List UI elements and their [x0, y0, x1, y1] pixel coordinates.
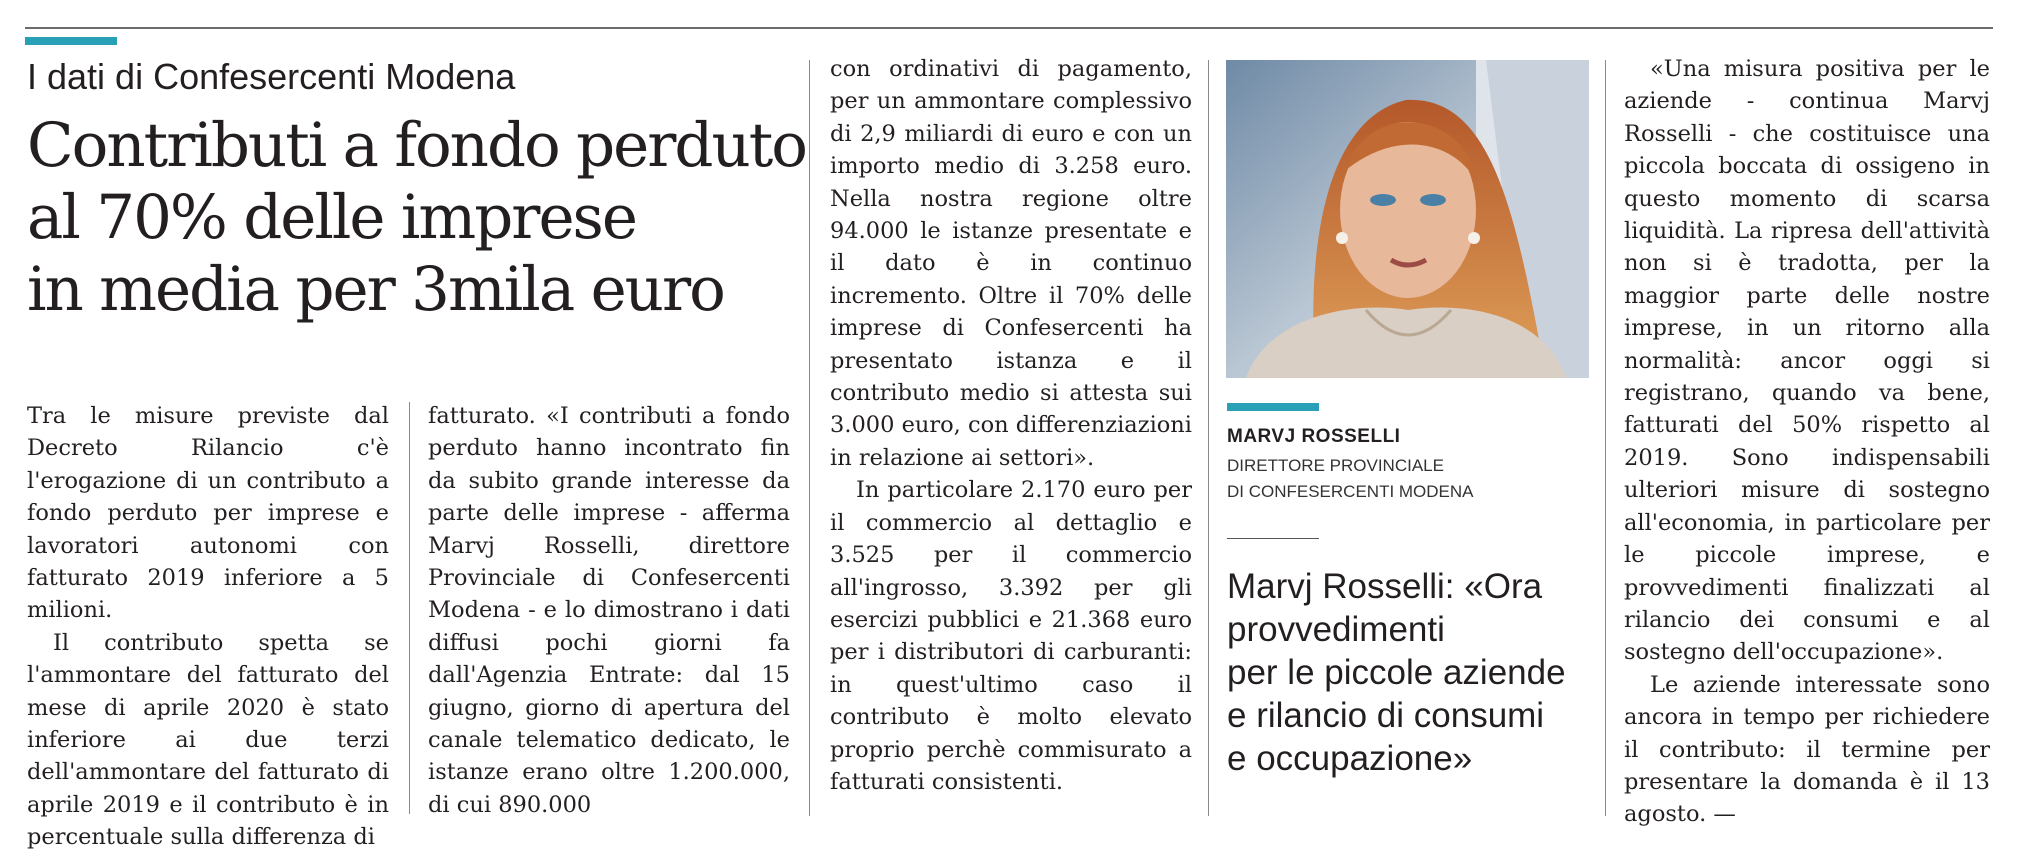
paragraph: Il contributo spetta se l'ammontare del fatturato del mese di aprile 2020 è stato inferiore ai due terzi dell'ammontare del fatturato di aprile 2019 e il contributo è in percentuale sulla differenza di	[27, 629, 389, 851]
pull-quote-line: provvedimenti	[1227, 610, 1445, 649]
paragraph: con ordinativi di pagamento, per un ammontare complessivo di 2,9 miliardi di euro e con un importo medio di 3.258 euro. Nella nostra regione oltre 94.000 le istanze presentate e il dato è in continuo incremento. Oltre il 70% delle imprese di Confesercenti ha presentato istanza e il contributo medio si attesta sui 3.000 euro, con differenziazioni in relazione ai settori».	[830, 56, 1192, 471]
caption-role-line: DIRETTORE PROVINCIALE	[1227, 456, 1444, 475]
body-column-2	[428, 400, 790, 821]
column-divider	[809, 60, 810, 816]
headline	[27, 110, 817, 326]
headline-line: Contributi a fondo perduto	[27, 110, 807, 181]
column-divider	[409, 402, 410, 814]
pull-quote-line: Marvj Rosselli: «Ora	[1227, 567, 1543, 606]
caption-name: MARVJ ROSSELLI	[1227, 426, 1401, 447]
pull-quote-rule	[1227, 538, 1319, 539]
headline-line: al 70% delle imprese	[27, 182, 636, 253]
body-column-1	[27, 400, 389, 854]
column-divider	[1605, 60, 1606, 816]
paragraph: Le aziende interessate sono ancora in tempo per richiedere il contributo: il termine per presentare la domanda è il 13 agosto. —	[1624, 671, 1990, 828]
portrait-illustration	[1226, 60, 1589, 378]
pull-quote-line: per le piccole aziende	[1227, 653, 1566, 692]
top-rule	[25, 27, 1993, 29]
caption-role	[1227, 453, 1527, 505]
paragraph: Tra le misure previste dal Decreto Rilancio c'è l'erogazione di un contributo a fondo perduto per imprese e lavoratori autonomi con fatturato 2019 inferiore a 5 milioni.	[27, 403, 389, 624]
body-column-3	[830, 53, 1192, 798]
kicker: I dati di Confesercenti Modena	[27, 56, 516, 97]
pull-quote	[1227, 565, 1597, 780]
column-divider	[1208, 60, 1209, 816]
paragraph: fatturato. «I contributi a fondo perduto hanno incontrato fin da subito grande interesse da parte delle imprese - afferma Marvj Rosselli, direttore Provinciale di Confesercenti Modena - e lo dimostrano i dati diffusi pochi giorni fa dall'Agenzia Entrate: dal 15 giugno, giorno di apertura del canale telematico dedicato, le istanze erano oltre 1.200.000, di cui 890.000	[428, 403, 790, 818]
portrait-photo	[1226, 60, 1589, 378]
caption-accent-bar	[1227, 403, 1319, 411]
kicker-accent-bar	[25, 37, 117, 45]
paragraph: In particolare 2.170 euro per il commercio al dettaglio e 3.525 per il commercio all'ingrosso, 3.392 per gli esercizi pubblici e 21.368 euro per i distributori di carburanti: in quest'ultimo caso il contributo è molto elevato proprio perchè commisurato a fatturati consistenti.	[830, 477, 1192, 795]
pull-quote-line: e occupazione»	[1227, 739, 1473, 778]
headline-line: in media per 3mila euro	[27, 254, 724, 325]
caption-role-line: DI CONFESERCENTI MODENA	[1227, 482, 1474, 501]
pull-quote-line: e rilancio di consumi	[1227, 696, 1545, 735]
body-column-5	[1624, 53, 1990, 831]
paragraph: «Una misura positiva per le aziende - continua Marvj Rosselli - che costituisce una piccola boccata di ossigeno in questo momento di scarsa liquidità. La ripresa dell'attività non si è tradotta, per la maggior parte delle nostre imprese, in un ritorno alla normalità: ancor oggi si registrano, quando va bene, fatturati del 50% rispetto al 2019. Sono indispensabili ulteriori misure di sostegno all'economia, in particolare per le piccole imprese, e provvedimenti finalizzati al rilancio dei consumi e al sostegno dell'occupazione».	[1624, 56, 1990, 666]
